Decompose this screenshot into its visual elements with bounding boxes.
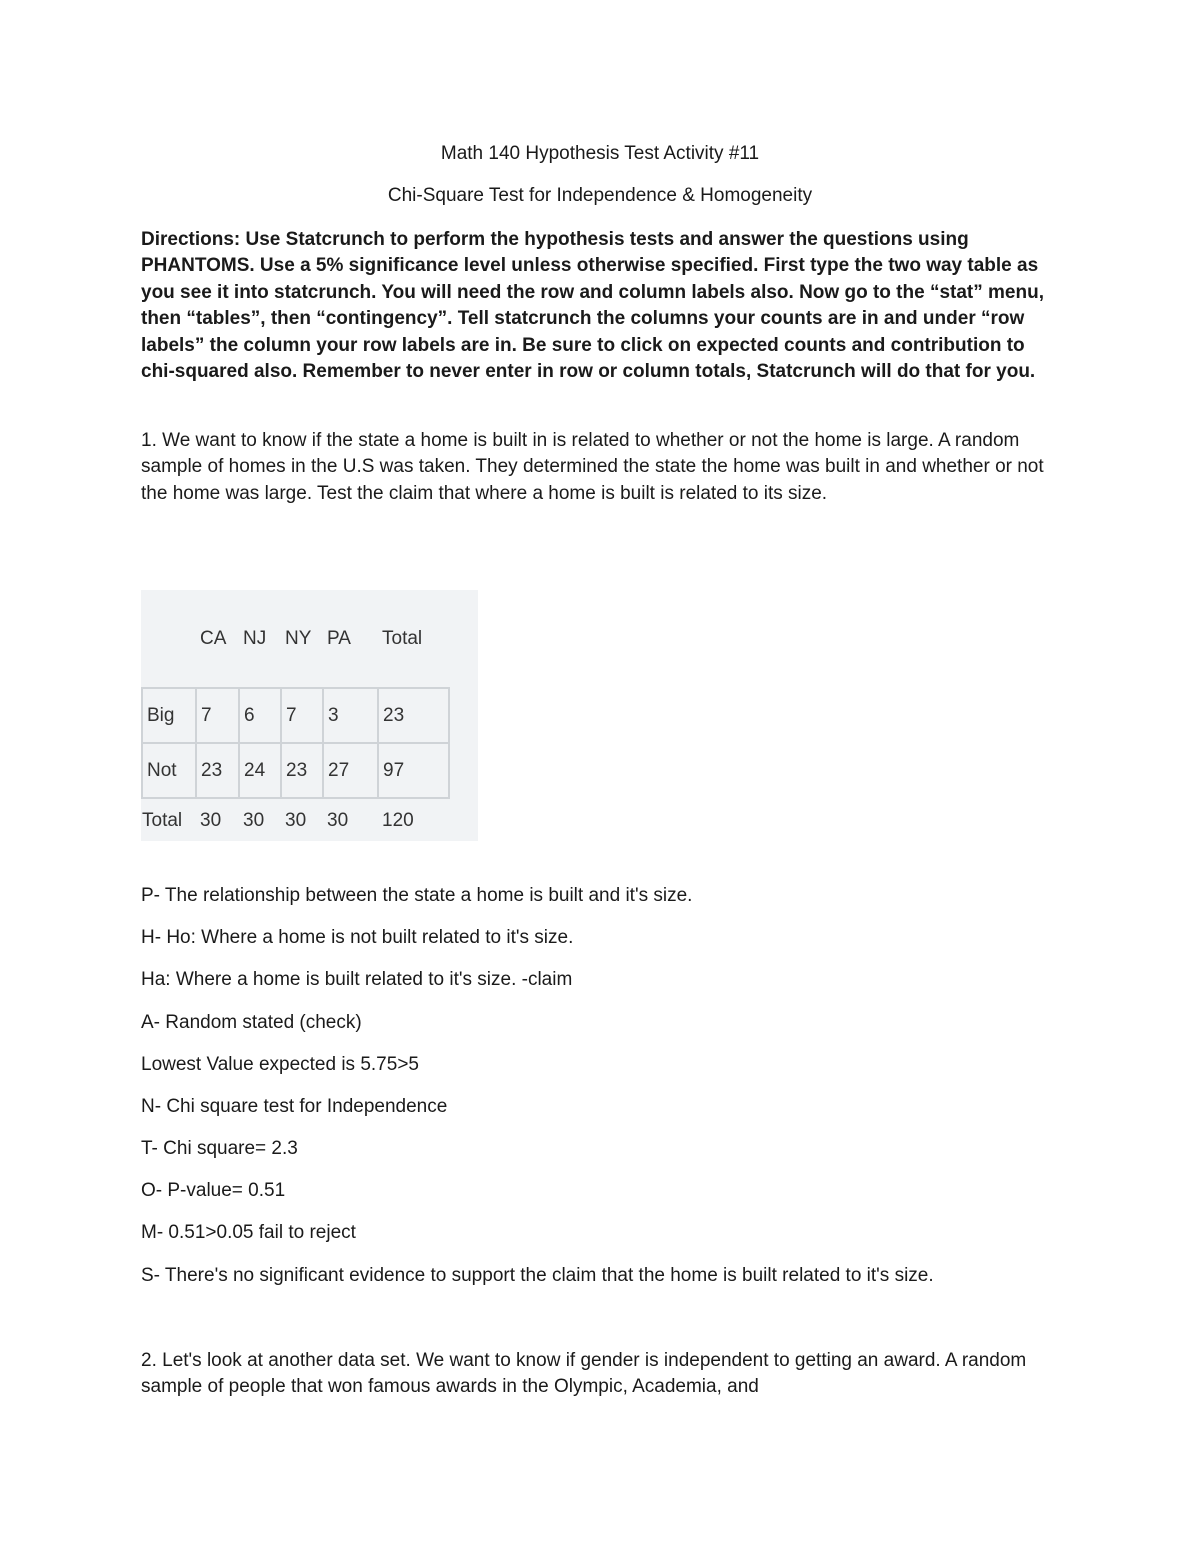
table-total-cell: 30: [243, 809, 265, 831]
table-row: [142, 688, 449, 743]
table-header-cell: Total: [382, 627, 423, 649]
phantoms-n: N- Chi square test for Independence: [141, 1096, 448, 1117]
table-row: [142, 743, 449, 798]
phantoms-a: A- Random stated (check): [141, 1012, 362, 1033]
table-cell: 23: [378, 688, 449, 743]
phantoms-s: S- There's no significant evidence to support the claim that the home is built related to it's size.: [141, 1265, 934, 1286]
table-cell: 7: [281, 688, 323, 743]
table-total-row: [142, 798, 449, 842]
table-total-cell: 30: [285, 809, 307, 831]
table-total-cell: 30: [327, 809, 349, 831]
phantoms-a-expected: Lowest Value expected is 5.75>5: [141, 1054, 419, 1075]
table-cell: 6: [239, 688, 281, 743]
table-header-cell: [142, 590, 196, 688]
table-header-cell: NJ: [243, 627, 267, 649]
phantoms-o: O- P-value= 0.51: [141, 1180, 286, 1201]
phantoms-h-alt: Ha: Where a home is built related to it's size. -claim: [141, 969, 573, 990]
phantoms-h-null: H- Ho: Where a home is not built related to it's size.: [141, 927, 574, 948]
table-cell: 23: [196, 743, 239, 798]
table-cell: 24: [239, 743, 281, 798]
table-header-cell: NY: [285, 627, 312, 649]
table-total-cell: 30: [200, 809, 222, 831]
question-1: 1. We want to know if the state a home is built in is related to whether or not the home is large. A random sample of homes in the U.S was taken. They determined the state the home was built in and whether or not the home was large. Test the claim that where a home is built is related to its size.: [141, 430, 1044, 504]
table-cell: 3: [323, 688, 378, 743]
directions-paragraph: Directions: Use Statcrunch to perform the hypothesis tests and answer the questions using PHANTOMS. Use a 5% significance level unless otherwise specified. First type the two way table as you see it into statcrunch. You will need the row and column labels also. Now go to the “stat” menu, then “tables”, then “contingency”. Tell statcrunch the columns your counts are in and under “row labels” the column your row labels are in. Be sure to click on expected counts and contribution to chi-squared also. Remember to never enter in row or column totals, Statcrunch will do that for you.: [141, 229, 1044, 383]
table-total-cell: Total: [142, 809, 183, 831]
table-total-cell: 120: [382, 809, 414, 831]
document-subtitle: Chi-Square Test for Independence & Homogeneity: [387, 185, 813, 206]
table-header-cell: CA: [200, 627, 227, 649]
table-cell: Big: [142, 688, 196, 743]
document-title: Math 140 Hypothesis Test Activity #11: [440, 143, 760, 164]
phantoms-m: M- 0.51>0.05 fail to reject: [141, 1222, 356, 1243]
table-header-row: [142, 590, 449, 688]
table-cell: Not: [142, 743, 196, 798]
table-header-cell: PA: [327, 627, 351, 649]
table-cell: 23: [281, 743, 323, 798]
phantoms-p: P- The relationship between the state a home is built and it's size.: [141, 885, 693, 906]
question-2: 2. Let's look at another data set. We want to know if gender is independent to getting an award. A random sample of people that won famous awards in the Olympic, Academia, and: [141, 1350, 1027, 1398]
table-cell: 7: [196, 688, 239, 743]
phantoms-t: T- Chi square= 2.3: [141, 1138, 298, 1159]
contingency-table: [141, 590, 478, 841]
table-cell: 27: [323, 743, 378, 798]
table-cell: 97: [378, 743, 449, 798]
